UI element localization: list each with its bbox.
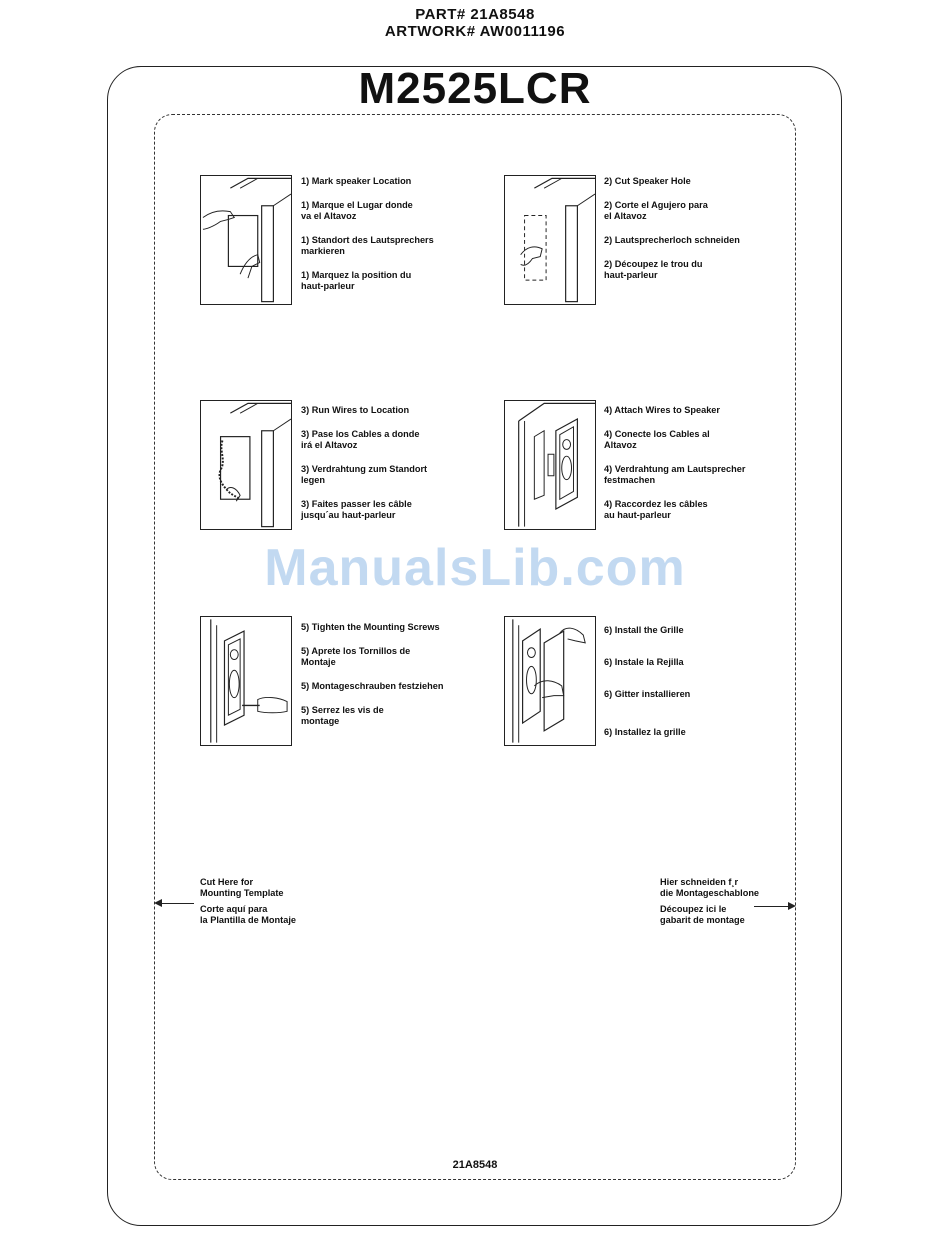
step-1-spanish: 1) Marque el Lugar donde: [301, 200, 413, 210]
cut-note-left: Cut Here for Mounting Template Corte aquí para la Plantilla de Montaje: [200, 877, 296, 925]
run-wires-illustration: [200, 400, 292, 530]
step-2-spanish-cont: el Altavoz: [604, 211, 647, 221]
step-3-text: [301, 405, 427, 521]
step-5-english: 5) Tighten the Mounting Screws: [301, 622, 440, 632]
cut-note-right: Hier schneiden f¸r die Montageschablone Découpez ici le gabarit de montage: [660, 877, 760, 925]
step-4-french-cont: au haut-parleur: [604, 510, 671, 520]
step-6-text: [604, 625, 690, 738]
arrow-right-icon: [786, 901, 796, 911]
step-1-german: 1) Standort des Lautsprechers: [301, 235, 434, 245]
step-3-english: 3) Run Wires to Location: [301, 405, 410, 415]
step-5-spanish-cont: Montaje: [301, 657, 336, 667]
step-5-french-cont: montage: [301, 716, 340, 726]
tighten-screws-illustration: [200, 616, 292, 746]
step-2-text: [604, 176, 740, 281]
step-1-spanish-cont: va el Altavoz: [301, 211, 357, 221]
cut-hole-illustration: [504, 175, 596, 305]
step-5-german: 5) Montageschrauben festziehen: [301, 681, 444, 691]
attach-wires-illustration: [504, 400, 596, 530]
step-4-french: 4) Raccordez les câbles: [604, 499, 708, 509]
step-1-english: 1) Mark speaker Location: [301, 176, 412, 186]
step-6-french: 6) Installez la grille: [604, 727, 686, 737]
step-4-spanish: 4) Conecte los Cables al: [604, 429, 710, 439]
step-2-german: 2) Lautsprecherloch schneiden: [604, 235, 740, 245]
step-5-spanish: 5) Aprete los Tornillos de: [301, 646, 411, 656]
step-5-text: [301, 622, 443, 727]
step-4-german: 4) Verdrahtung am Lautsprecher: [604, 464, 746, 474]
artwork-number: ARTWORK# AW0011196: [384, 23, 566, 40]
part-number: PART# 21A8548: [415, 6, 535, 23]
arrow-left-icon: [154, 898, 164, 908]
step-4-spanish-cont: Altavoz: [604, 440, 637, 450]
step-3-spanish-cont: irá el Altavoz: [301, 440, 358, 450]
step-4-text: [604, 405, 745, 521]
step-1-french: 1) Marquez la position du: [301, 270, 412, 280]
step-6-spanish: 6) Instale la Rejilla: [604, 657, 684, 667]
step-1-text: [301, 176, 434, 292]
step-4-english: 4) Attach Wires to Speaker: [604, 405, 720, 415]
step-2-english: 2) Cut Speaker Hole: [604, 176, 691, 186]
step-6-german: 6) Gitter installieren: [604, 689, 691, 699]
step-3-german-cont: legen: [301, 475, 325, 485]
mark-location-illustration: [200, 175, 292, 305]
step-6-english: 6) Install the Grille: [604, 625, 684, 635]
footer-part-number: 21A8548: [452, 1159, 498, 1171]
step-1-french-cont: haut-parleur: [301, 281, 355, 291]
step-5-french: 5) Serrez les vis de: [301, 705, 384, 715]
step-3-spanish: 3) Pase los Cables a donde: [301, 429, 420, 439]
step-3-french-cont: jusqu´au haut-parleur: [301, 510, 396, 520]
step-1-german-cont: markieren: [301, 246, 345, 256]
step-2-french: 2) Découpez le trou du: [604, 259, 703, 269]
watermark: ManualsLib.com: [264, 539, 686, 597]
step-4-german-cont: festmachen: [604, 475, 656, 485]
install-grille-illustration: [504, 616, 596, 746]
step-3-german: 3) Verdrahtung zum Standort: [301, 464, 428, 474]
step-3-french: 3) Faites passer les câble: [301, 499, 412, 509]
step-2-french-cont: haut-parleur: [604, 270, 658, 280]
step-2-spanish: 2) Corte el Agujero para: [604, 200, 708, 210]
model-title: M2525LCR: [358, 64, 592, 113]
